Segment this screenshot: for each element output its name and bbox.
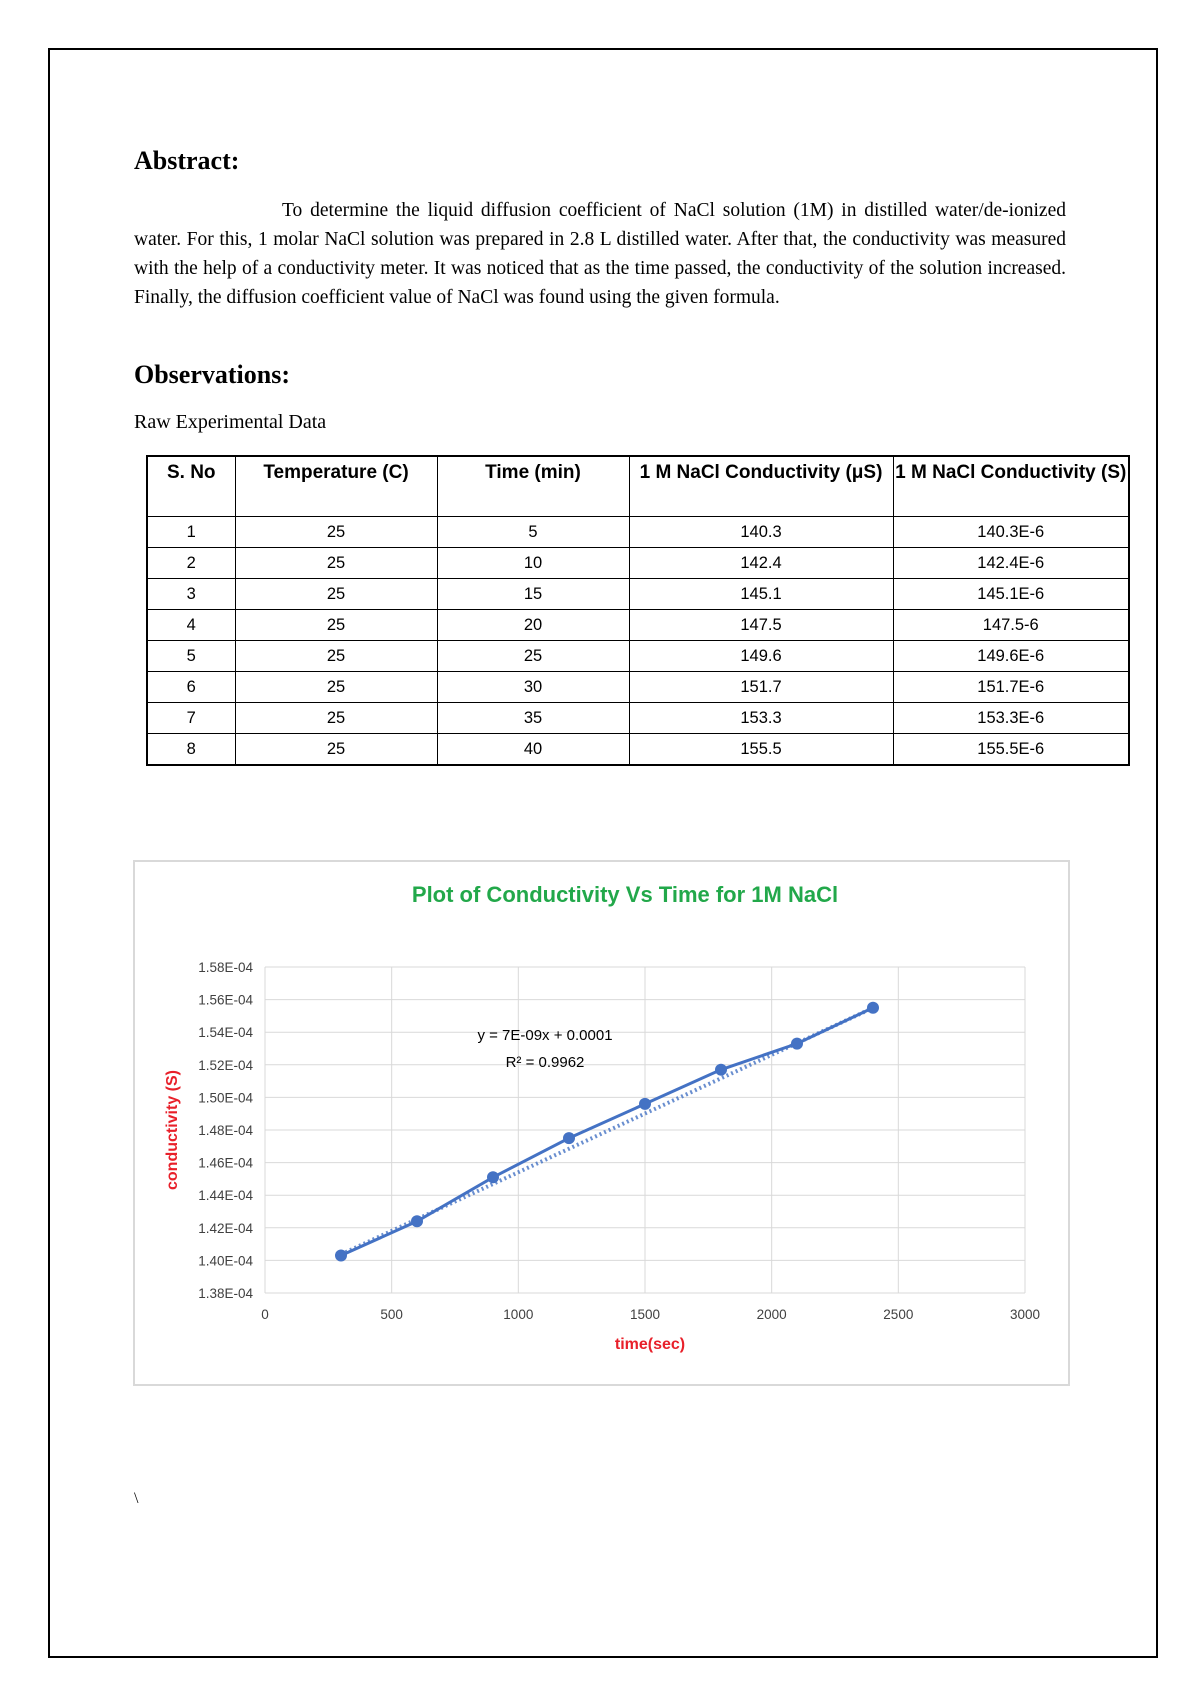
table-cell: 25 xyxy=(437,641,629,672)
table-cell: 25 xyxy=(235,579,437,610)
x-tick-label: 500 xyxy=(380,1307,403,1322)
data-point xyxy=(867,1002,879,1014)
x-tick-label: 1000 xyxy=(503,1307,534,1322)
data-point xyxy=(411,1215,423,1227)
table-cell: 25 xyxy=(235,641,437,672)
table-cell: 145.1E-6 xyxy=(893,579,1129,610)
table-row xyxy=(147,517,1129,548)
x-tick-label: 0 xyxy=(261,1307,269,1322)
table-cell: 7 xyxy=(147,703,235,734)
table-cell: 2 xyxy=(147,548,235,579)
table-cell: 25 xyxy=(235,703,437,734)
table-cell: 20 xyxy=(437,610,629,641)
table-cell: 142.4E-6 xyxy=(893,548,1129,579)
table-cell: 153.3E-6 xyxy=(893,703,1129,734)
x-tick-label: 2000 xyxy=(756,1307,787,1322)
y-tick-label: 1.42E-04 xyxy=(198,1220,253,1236)
table-cell: 25 xyxy=(235,672,437,703)
x-axis-label: time(sec) xyxy=(614,1336,686,1353)
trendline-r-squared: R² = 0.9962 xyxy=(505,1054,585,1071)
chart-title: Plot of Conductivity Vs Time for 1M NaCl xyxy=(411,882,839,907)
table-cell: 155.5 xyxy=(629,734,893,766)
table-cell: 30 xyxy=(437,672,629,703)
table-header-row xyxy=(147,456,1129,517)
table-cell: 4 xyxy=(147,610,235,641)
table-cell: 145.1 xyxy=(629,579,893,610)
abstract-body: To determine the liquid diffusion coefficient of NaCl solution (1M) in distilled water/de-ionized water. For this, 1 molar NaCl solution was prepared in 2.8 L distilled water. After that, the conductivity was measured with the help of a conductivity meter. It was noticed that as the time passed, the conductivity of the solution increased. Finally, the diffusion coefficient value of NaCl was found using the given formula. xyxy=(134,200,1066,308)
table-cell: 140.3E-6 xyxy=(893,517,1129,548)
table-cell: 6 xyxy=(147,672,235,703)
table-cell: 151.7E-6 xyxy=(893,672,1129,703)
y-tick-label: 1.38E-04 xyxy=(198,1286,253,1301)
table-cell: 8 xyxy=(147,734,235,766)
table-row xyxy=(147,610,1129,641)
table-cell: 151.7 xyxy=(629,672,893,703)
table-cell: 1 xyxy=(147,517,235,548)
y-axis-label: conductivity (S) xyxy=(164,1069,181,1191)
table-cell: 142.4 xyxy=(629,548,893,579)
y-tick-label: 1.58E-04 xyxy=(198,960,253,975)
table-row xyxy=(147,548,1129,579)
table-row xyxy=(147,734,1129,766)
table-cell: 3 xyxy=(147,579,235,610)
y-tick-label: 1.44E-04 xyxy=(198,1188,253,1204)
table-cell: 153.3 xyxy=(629,703,893,734)
table-cell: 149.6 xyxy=(629,641,893,672)
table-cell: 25 xyxy=(235,548,437,579)
table-cell: 40 xyxy=(437,734,629,766)
trendline-equation: y = 7E-09x + 0.0001 xyxy=(477,1027,613,1044)
conductivity-chart xyxy=(133,860,1070,1386)
x-tick-label: 3000 xyxy=(1009,1307,1041,1322)
table-cell: 25 xyxy=(235,610,437,641)
y-tick-label: 1.40E-04 xyxy=(198,1253,253,1269)
table-cell: 10 xyxy=(437,548,629,579)
data-point xyxy=(791,1038,803,1050)
data-point xyxy=(487,1171,499,1183)
table-cell: 140.3 xyxy=(629,517,893,548)
y-tick-label: 1.48E-04 xyxy=(198,1123,253,1138)
header-conductivity-us: 1 M NaCl Conductivity (μS) xyxy=(629,456,893,517)
table-cell: 25 xyxy=(235,734,437,766)
data-point xyxy=(563,1132,575,1144)
table-row xyxy=(147,641,1129,672)
header-s-no: S. No xyxy=(147,456,235,517)
abstract-heading: Abstract: xyxy=(134,146,240,175)
table-cell: 15 xyxy=(437,579,629,610)
header-temperature: Temperature (C) xyxy=(235,456,437,517)
table-cell: 147.5 xyxy=(629,610,893,641)
y-tick-label: 1.54E-04 xyxy=(198,1025,253,1041)
y-tick-label: 1.46E-04 xyxy=(198,1155,253,1171)
table-row xyxy=(147,579,1129,610)
header-time: Time (min) xyxy=(437,456,629,517)
y-tick-label: 1.56E-04 xyxy=(198,992,253,1008)
table-cell: 25 xyxy=(235,517,437,548)
table-row xyxy=(147,672,1129,703)
raw-data-table xyxy=(146,455,1130,766)
x-tick-label: 1500 xyxy=(629,1307,661,1322)
stray-backslash: \ xyxy=(134,1490,139,1507)
x-tick-label: 2500 xyxy=(883,1307,914,1322)
table-cell: 149.6E-6 xyxy=(893,641,1129,672)
data-point xyxy=(639,1098,651,1110)
table-cell: 147.5-6 xyxy=(893,610,1129,641)
table-cell: 155.5E-6 xyxy=(893,734,1129,766)
table-caption: Raw Experimental Data xyxy=(134,411,327,433)
table-row xyxy=(147,703,1129,734)
table-cell: 5 xyxy=(147,641,235,672)
table-cell: 5 xyxy=(437,517,629,548)
table-cell: 35 xyxy=(437,703,629,734)
y-tick-label: 1.52E-04 xyxy=(198,1057,253,1073)
observations-heading: Observations: xyxy=(134,360,290,389)
header-conductivity-s: 1 M NaCl Conductivity (S) xyxy=(893,456,1129,517)
y-tick-label: 1.50E-04 xyxy=(198,1090,253,1106)
data-point xyxy=(715,1064,727,1076)
chart-svg xyxy=(135,862,1068,1384)
data-point xyxy=(335,1250,347,1262)
